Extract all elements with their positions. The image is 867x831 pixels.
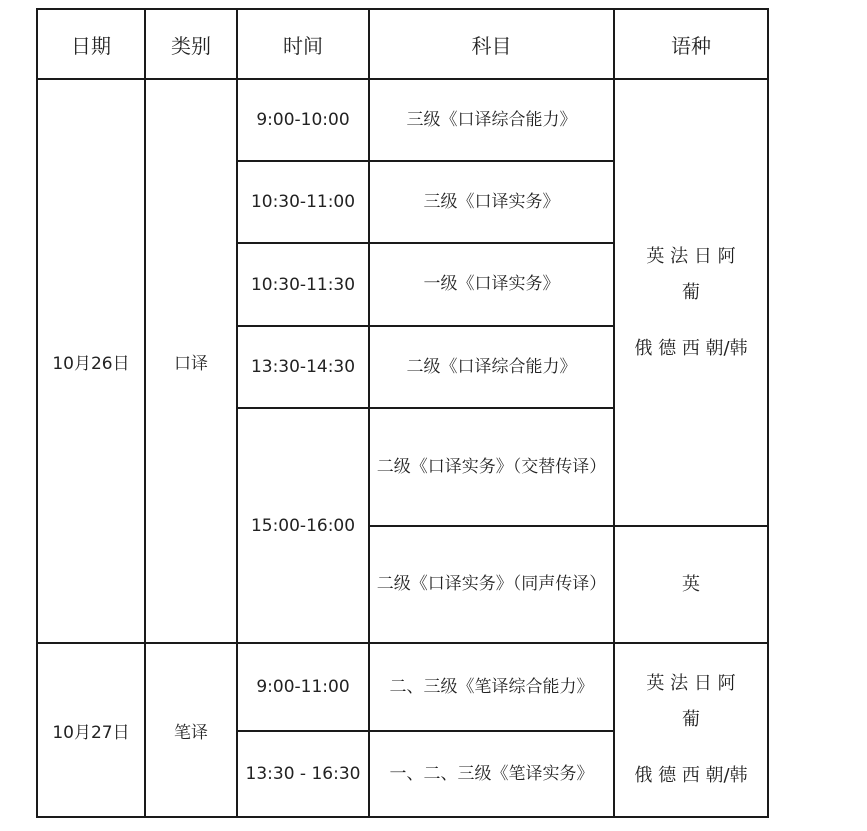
subject-cell: 一、二、三级《笔译实务》 [369,731,614,817]
subject-cell: 三级《口译综合能力》 [369,79,614,161]
subject-cell: 二、三级《笔译综合能力》 [369,643,614,731]
date-cell: 10月26日 [37,79,145,643]
header-subject: 科目 [369,9,614,79]
table-row [37,643,768,731]
language-cell: 英 [614,526,768,643]
header-category: 类别 [145,9,237,79]
time-cell: 10:30-11:30 [237,243,369,326]
time-cell: 9:00-10:00 [237,79,369,161]
time-cell: 15:00-16:00 [237,408,369,643]
header-date: 日期 [37,9,145,79]
time-cell: 13:30 - 16:30 [237,731,369,817]
time-cell: 10:30-11:00 [237,161,369,243]
subject-cell: 一级《口译实务》 [369,243,614,326]
language-line: 葡 [682,709,700,730]
language-line: 英 法 日 阿 [646,673,736,694]
header-language: 语种 [614,9,768,79]
subject-cell: 三级《口译实务》 [369,161,614,243]
subject-cell: 二级《口译实务》（同声传译） [369,526,614,643]
exam-schedule-table [36,8,769,818]
language-line: 葡 [682,281,700,303]
language-cell [614,79,768,526]
language-line: 英 法 日 阿 [646,245,736,267]
header-row [37,9,768,79]
category-cell: 口译 [145,79,237,643]
category-cell: 笔译 [145,643,237,817]
language-line: 俄 德 西 朝/韩 [634,765,748,786]
time-cell: 9:00-11:00 [237,643,369,731]
subject-cell: 二级《口译实务》（交替传译） [369,408,614,526]
language-cell [614,643,768,817]
table-row [37,79,768,161]
date-cell: 10月27日 [37,643,145,817]
language-line: 俄 德 西 朝/韩 [634,337,748,359]
header-time: 时间 [237,9,369,79]
time-cell: 13:30-14:30 [237,326,369,408]
subject-cell: 二级《口译综合能力》 [369,326,614,408]
